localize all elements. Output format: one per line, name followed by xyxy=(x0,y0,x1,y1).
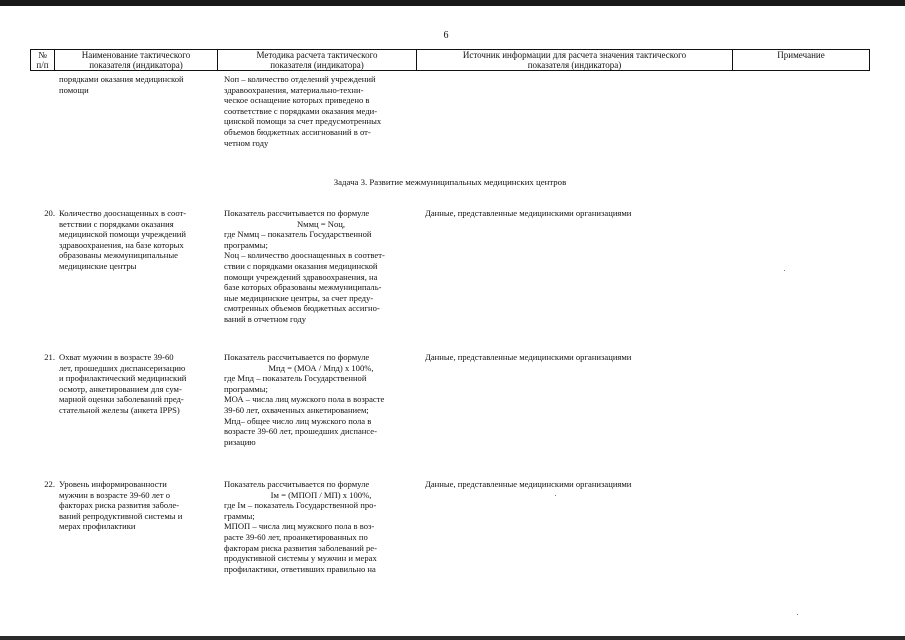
row-21-number: 21. xyxy=(44,352,55,362)
scan-speck xyxy=(555,495,556,496)
row-20-name: Количество дооснащенных в соот- ветствии с порядками оказания медицинской помощи учреждений здравоохранения, на базе которых образованы межмуниципальные медицинские центры xyxy=(59,208,187,271)
row-22-method: Показатель рассчитывается по формуле Iм = (MПОП / MП) х 100%, где Iм – показатель Государственной про- граммы; MПОП – числа лиц мужского пола в воз- расте 39-60 лет, проанкетированных по факторам риска развития заболеваний ре- продуктивной системы у мужчин и мерах профилактики, ответивших правильно на xyxy=(224,479,418,574)
row-20-source: Данные, представленные медицинскими организациями xyxy=(425,208,632,218)
header-col-method: Методика расчета тактического показателя (индикатора) xyxy=(218,50,417,71)
header-col-number: № п/п xyxy=(31,50,55,71)
scan-speck xyxy=(797,614,798,615)
row-20-number: 20. xyxy=(44,208,55,218)
row-22-formula: Iм = (MПОП / MП) х 100%, xyxy=(270,489,372,500)
row-21-source: Данные, представленные медицинскими организациями xyxy=(425,352,632,362)
row-20-method: Показатель рассчитывается по формуле Nммц = Nоц, где Nммц – показатель Государственной программы; Nоц – количество дооснащенных в соответ- ствии с порядками оказания медицинской помощи учреждений здравоохранения, на базе которых образованы межмуниципаль- ные медицинские центры, за счет преду- смотренных объемов бюджетных ассигно- ваний в отчетном году xyxy=(224,208,418,325)
row-21-method: Показатель рассчитывается по формуле Mпд = (MОА / Mпд) х 100%, где Mпд – показатель Государственной программы; MОА – числа лиц мужского пола в возрасте 39-60 лет, охваченных анкетированием; Mпд– общее число лиц мужского пола в возрасте 39-60 лет, прошедших диспансе- ризацию xyxy=(224,352,418,447)
scan-bottom-border xyxy=(0,636,905,640)
scan-speck xyxy=(784,270,785,271)
row-21-name: Охват мужчин в возрасте 39-60 лет, прошедших диспансеризацию и профилактический медицинский осмотр, анкетированием для сум- марной оценки заболеваний пред- стательной железы (анкета IPPS) xyxy=(59,352,187,415)
page-number: 6 xyxy=(443,30,449,41)
row-22-number: 22. xyxy=(44,479,55,489)
row-22-name: Уровень информированности мужчин в возрасте 39-60 лет о факторах риска развития заболе- ваний репродуктивной системы и мерах профилактики xyxy=(59,479,183,532)
header-col-source: Источник информации для расчета значения тактического показателя (индикатора) xyxy=(417,50,733,71)
cont-method: Nоп – количество отделений учреждений здравоохранения, материально-техни- ческое оснащение которых приведено в соответствие с порядками оказания меди- цинской помощи за счет предусмотренных объемов бюджетных ассигнований в от- четном году xyxy=(224,74,382,148)
scan-top-border xyxy=(0,0,905,6)
table-header xyxy=(30,49,870,71)
row-21-formula: Mпд = (MОА / Mпд) х 100%, xyxy=(268,362,374,373)
header-col-note: Примечание xyxy=(733,50,870,71)
row-20-formula: Nммц = Nоц, xyxy=(296,218,346,229)
cont-name: порядками оказания медицинской помощи xyxy=(59,74,184,95)
section-title: Задача 3. Развитие межмуниципальных медицинских центров xyxy=(333,177,567,187)
header-col-name: Наименование тактического показателя (индикатора) xyxy=(55,50,218,71)
row-22-source: Данные, представленные медицинскими организациями xyxy=(425,479,632,489)
